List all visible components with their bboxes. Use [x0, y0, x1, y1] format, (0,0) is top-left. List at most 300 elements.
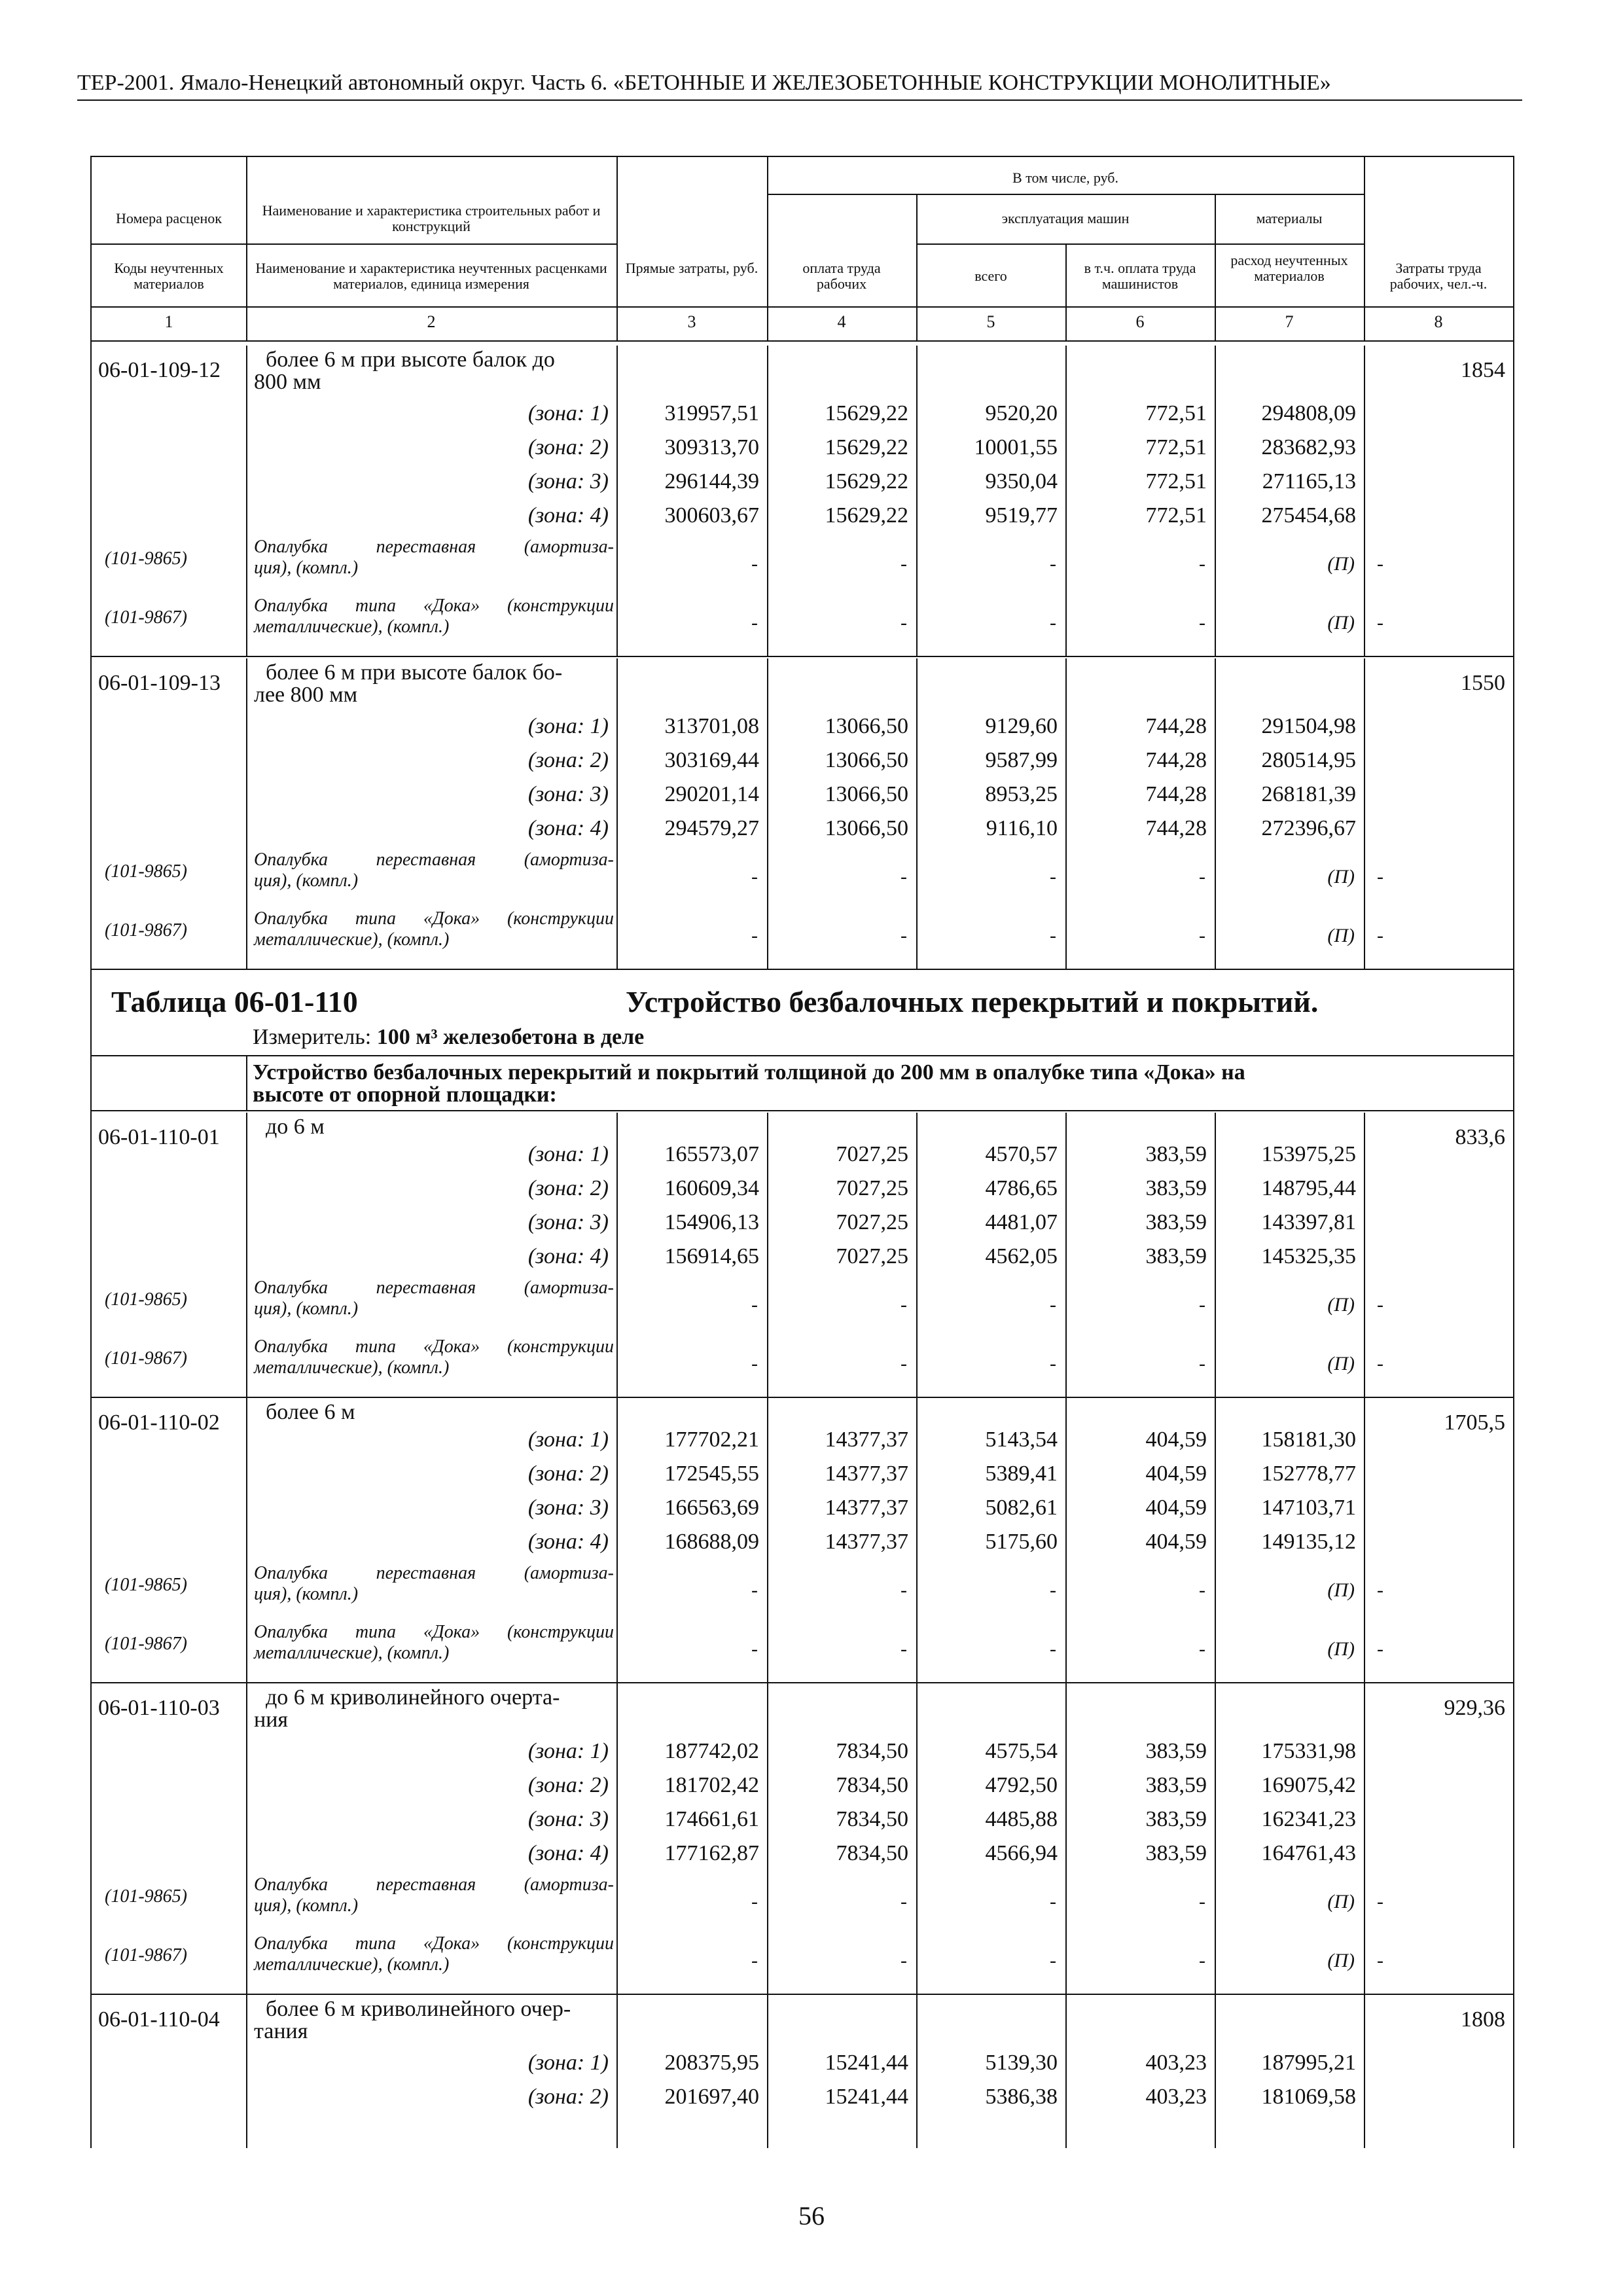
column-header: оплата труда рабочих	[802, 260, 881, 292]
column-machines-header: эксплуатация машин	[1001, 210, 1130, 226]
empty-value: -	[1377, 1579, 1383, 1601]
empty-value: -	[1050, 1579, 1056, 1601]
column-divider	[1215, 1995, 1216, 2148]
column-number: 8	[1434, 312, 1443, 331]
material-name: ция), (компл.)	[254, 870, 359, 891]
price-table	[90, 156, 1514, 2148]
column-divider	[1215, 1683, 1216, 1994]
cost-value: 14377,37	[825, 1427, 908, 1452]
cost-value: 13066,50	[825, 714, 908, 738]
empty-value: -	[751, 612, 758, 634]
labor-cost: 1808	[1461, 2007, 1505, 2032]
empty-value: -	[1199, 612, 1205, 634]
column-divider	[616, 658, 618, 969]
cost-value: 4485,88	[985, 1807, 1058, 1831]
column-divider	[246, 157, 247, 340]
empty-value: -	[1377, 612, 1383, 634]
zone-label: (зона: 3)	[527, 469, 609, 493]
empty-value: -	[1050, 1294, 1056, 1316]
row-divider	[92, 1055, 1513, 1056]
empty-value: -	[901, 1579, 907, 1601]
cost-value: 271165,13	[1262, 469, 1356, 493]
material-name: металлические), (компл.)	[254, 1954, 450, 1975]
column-number: 1	[164, 312, 173, 331]
cost-value: 294579,27	[664, 816, 759, 840]
empty-value: -	[1199, 1891, 1205, 1912]
empty-value: -	[1377, 1638, 1383, 1660]
empty-value: -	[1199, 1638, 1205, 1660]
table-description: Устройство безбалочных перекрытий и покрытий.	[626, 985, 1319, 1018]
empty-value: -	[901, 925, 907, 946]
rate-code: 06-01-109-12	[98, 358, 221, 382]
empty-value: -	[1050, 553, 1056, 575]
cost-value: 4792,50	[985, 1773, 1058, 1797]
zone-label: (зона: 2)	[527, 1176, 609, 1200]
cost-value: 268181,39	[1261, 782, 1356, 806]
cost-value: 383,59	[1145, 1142, 1207, 1166]
row-divider	[92, 1994, 1513, 1995]
cost-value: 7027,25	[836, 1176, 908, 1200]
empty-value: -	[1377, 866, 1383, 888]
material-flag: (П)	[1327, 1638, 1355, 1660]
column-divider	[616, 1683, 618, 1994]
row-divider	[767, 194, 1364, 195]
cost-value: 4562,05	[985, 1244, 1058, 1268]
labor-cost: 1705,5	[1444, 1410, 1505, 1435]
material-code: (101-9865)	[105, 1575, 187, 1595]
row-divider	[92, 243, 616, 245]
row-divider	[92, 340, 1513, 342]
material-name: металлические), (компл.)	[254, 929, 450, 950]
empty-value: -	[1050, 1638, 1056, 1660]
cost-value: 4575,54	[985, 1739, 1058, 1763]
empty-value: -	[901, 1891, 907, 1912]
cost-value: 169075,42	[1261, 1773, 1356, 1797]
cost-value: 177162,87	[664, 1841, 759, 1865]
cost-value: 156914,65	[664, 1244, 759, 1268]
material-flag: (П)	[1327, 612, 1355, 634]
cost-value: 168688,09	[664, 1530, 759, 1554]
column-divider	[616, 1995, 618, 2148]
material-name: Опалубка типа «Дока» (конструкции	[254, 1622, 614, 1642]
column-divider	[616, 1113, 618, 1397]
rate-description: ния	[254, 1708, 289, 1732]
cost-value: 294808,09	[1261, 401, 1356, 425]
row-divider	[92, 969, 1513, 970]
zone-label: (зона: 1)	[527, 401, 609, 425]
column-divider	[246, 1113, 247, 1397]
row-divider	[916, 243, 1364, 245]
empty-value: -	[1050, 612, 1056, 634]
column-divider	[916, 658, 918, 969]
cost-value: 15629,22	[825, 469, 908, 493]
cost-value: 313701,08	[664, 714, 759, 738]
empty-value: -	[751, 1891, 758, 1912]
zone-label: (зона: 4)	[527, 503, 609, 528]
column-header: в т.ч. оплата труда машинистов	[1084, 260, 1196, 292]
cost-value: 5143,54	[985, 1427, 1058, 1452]
rate-description: более 6 м	[266, 1400, 355, 1424]
empty-value: -	[751, 553, 758, 575]
material-code: (101-9867)	[105, 1348, 187, 1369]
cost-value: 383,59	[1145, 1244, 1207, 1268]
material-name: ция), (компл.)	[254, 1584, 359, 1604]
cost-value: 172545,55	[664, 1462, 759, 1486]
empty-value: -	[1377, 1891, 1383, 1912]
material-flag: (П)	[1327, 866, 1355, 888]
column-divider	[616, 1398, 618, 1682]
material-name: Опалубка типа «Дока» (конструкции	[254, 908, 614, 929]
table-title: Таблица 06-01-110	[111, 985, 358, 1018]
material-code: (101-9865)	[105, 1886, 187, 1907]
cost-value: 383,59	[1145, 1841, 1207, 1865]
cost-value: 303169,44	[664, 748, 759, 772]
zone-label: (зона: 2)	[527, 1462, 609, 1486]
material-name: Опалубка типа «Дока» (конструкции	[254, 1336, 614, 1357]
empty-value: -	[1199, 1579, 1205, 1601]
material-code: (101-9867)	[105, 1634, 187, 1654]
cost-value: 319957,51	[664, 401, 759, 425]
column-divider	[246, 1995, 247, 2148]
rate-code: 06-01-110-02	[98, 1410, 220, 1435]
rate-description: 800 мм	[254, 370, 321, 394]
cost-value: 175331,98	[1261, 1739, 1356, 1763]
cost-value: 300603,67	[664, 503, 759, 528]
cost-value: 9519,77	[985, 503, 1058, 528]
column-number: 7	[1285, 312, 1294, 331]
cost-value: 177702,21	[664, 1427, 759, 1452]
material-flag: (П)	[1327, 1891, 1355, 1912]
column-divider	[1364, 1683, 1365, 1994]
zone-label: (зона: 3)	[527, 1210, 609, 1234]
cost-value: 145325,35	[1261, 1244, 1356, 1268]
cost-value: 280514,95	[1261, 748, 1356, 772]
material-flag: (П)	[1327, 1950, 1355, 1971]
cost-value: 147103,71	[1261, 1496, 1356, 1520]
zone-label: (зона: 3)	[527, 1496, 609, 1520]
cost-value: 744,28	[1145, 714, 1207, 738]
zone-label: (зона: 1)	[527, 2051, 609, 2075]
zone-label: (зона: 1)	[527, 714, 609, 738]
column-divider	[1364, 1113, 1365, 1397]
row-divider	[92, 656, 1513, 657]
cost-value: 181702,42	[664, 1773, 759, 1797]
rate-code: 06-01-109-13	[98, 671, 221, 695]
column-divider	[246, 346, 247, 656]
cost-value: 383,59	[1145, 1176, 1207, 1200]
zone-label: (зона: 3)	[527, 1807, 609, 1831]
rate-description: тания	[254, 2019, 308, 2043]
cost-value: 383,59	[1145, 1773, 1207, 1797]
material-code: (101-9865)	[105, 548, 187, 569]
cost-value: 383,59	[1145, 1210, 1207, 1234]
column-divider	[1215, 346, 1216, 656]
empty-value: -	[1050, 1950, 1056, 1971]
zone-label: (зона: 4)	[527, 1530, 609, 1554]
cost-value: 772,51	[1145, 401, 1207, 425]
cost-value: 152778,77	[1261, 1462, 1356, 1486]
cost-value: 162341,23	[1261, 1807, 1356, 1831]
cost-value: 744,28	[1145, 816, 1207, 840]
cost-value: 201697,40	[664, 2085, 759, 2109]
material-flag: (П)	[1327, 1579, 1355, 1601]
cost-value: 5386,38	[985, 2085, 1058, 2109]
column-divider	[1065, 1398, 1067, 1682]
material-code: (101-9867)	[105, 607, 187, 628]
empty-value: -	[1199, 866, 1205, 888]
empty-value: -	[1199, 553, 1205, 575]
cost-value: 13066,50	[825, 816, 908, 840]
column-header: расход неучтенных материалов	[1230, 252, 1348, 284]
empty-value: -	[901, 1294, 907, 1316]
cost-value: 9520,20	[985, 401, 1058, 425]
cost-value: 14377,37	[825, 1496, 908, 1520]
zone-label: (зона: 1)	[527, 1427, 609, 1452]
column-header: Наименование и характеристика строительных работ и конструкций	[262, 202, 601, 234]
column-divider	[246, 1055, 247, 1110]
cost-value: 15629,22	[825, 503, 908, 528]
column-header: всего	[974, 268, 1007, 284]
empty-value: -	[1377, 1950, 1383, 1971]
column-divider	[1065, 1113, 1067, 1397]
column-divider	[916, 1398, 918, 1682]
empty-value: -	[901, 1950, 907, 1971]
page-number: 56	[798, 2201, 825, 2231]
zone-label: (зона: 2)	[527, 1773, 609, 1797]
cost-value: 166563,69	[664, 1496, 759, 1520]
cost-value: 772,51	[1145, 469, 1207, 493]
column-divider	[1065, 1683, 1067, 1994]
column-number: 2	[427, 312, 436, 331]
cost-value: 181069,58	[1261, 2085, 1356, 2109]
empty-value: -	[901, 612, 907, 634]
row-divider	[92, 1682, 1513, 1683]
column-divider	[616, 157, 618, 340]
rate-description: лее 800 мм	[254, 683, 358, 707]
labor-cost: 833,6	[1455, 1125, 1505, 1149]
rate-description: до 6 м криволинейного очерта-	[266, 1685, 560, 1710]
row-divider	[92, 1110, 1513, 1111]
material-name: ция), (компл.)	[254, 1299, 359, 1319]
cost-value: 208375,95	[664, 2051, 759, 2075]
rate-description: до 6 м	[266, 1115, 325, 1139]
empty-value: -	[1377, 925, 1383, 946]
column-header: Номера расценок	[116, 210, 222, 226]
column-header: Прямые затраты, руб.	[625, 260, 758, 276]
empty-value: -	[751, 866, 758, 888]
cost-value: 383,59	[1145, 1739, 1207, 1763]
empty-value: -	[901, 553, 907, 575]
cost-value: 7834,50	[836, 1807, 908, 1831]
empty-value: -	[1199, 1294, 1205, 1316]
cost-value: 15629,22	[825, 435, 908, 459]
zone-label: (зона: 4)	[527, 1841, 609, 1865]
cost-value: 149135,12	[1261, 1530, 1356, 1554]
empty-value: -	[751, 1579, 758, 1601]
cost-value: 5082,61	[985, 1496, 1058, 1520]
cost-value: 164761,43	[1261, 1841, 1356, 1865]
cost-value: 154906,13	[664, 1210, 759, 1234]
cost-value: 4481,07	[985, 1210, 1058, 1234]
empty-value: -	[1199, 1950, 1205, 1971]
column-materials-header: материалы	[1256, 210, 1323, 226]
cost-value: 8953,25	[985, 782, 1058, 806]
section-heading: высоте от опорной площадки:	[253, 1083, 557, 1107]
material-name: Опалубка переставная (амортиза-	[254, 537, 614, 557]
material-code: (101-9867)	[105, 920, 187, 941]
cost-value: 772,51	[1145, 435, 1207, 459]
empty-value: -	[901, 1638, 907, 1660]
empty-value: -	[1199, 925, 1205, 946]
page-header: ТЕР-2001. Ямало-Ненецкий автономный округ. Часть 6. «БЕТОННЫЕ И ЖЕЛЕЗОБЕТОННЫЕ КОНСТРУКЦИИ МОНОЛИТНЫЕ»	[77, 71, 1522, 101]
cost-value: 7834,50	[836, 1739, 908, 1763]
cost-value: 309313,70	[664, 435, 759, 459]
empty-value: -	[1050, 866, 1056, 888]
empty-value: -	[901, 866, 907, 888]
column-divider	[1065, 1995, 1067, 2148]
material-name: металлические), (компл.)	[254, 617, 450, 637]
empty-value: -	[1377, 553, 1383, 575]
meter-unit	[253, 1025, 644, 1050]
material-name: ция), (компл.)	[254, 558, 359, 578]
empty-value: -	[751, 1638, 758, 1660]
material-flag: (П)	[1327, 1353, 1355, 1374]
cost-value: 13066,50	[825, 748, 908, 772]
material-flag: (П)	[1327, 925, 1355, 946]
cost-value: 7027,25	[836, 1244, 908, 1268]
rate-code: 06-01-110-04	[98, 2007, 220, 2032]
column-divider	[246, 1683, 247, 1994]
row-divider	[92, 1397, 1513, 1398]
cost-value: 404,59	[1145, 1530, 1207, 1554]
column-divider	[1364, 658, 1365, 969]
material-name: Опалубка переставная (амортиза-	[254, 1874, 614, 1895]
empty-value: -	[1199, 1353, 1205, 1374]
meter-label: Измеритель:	[253, 1025, 377, 1049]
column-number: 5	[986, 312, 995, 331]
empty-value: -	[1050, 1891, 1056, 1912]
column-divider	[246, 658, 247, 969]
cost-value: 160609,34	[664, 1176, 759, 1200]
cost-value: 7834,50	[836, 1773, 908, 1797]
cost-value: 153975,25	[1261, 1142, 1356, 1166]
cost-value: 187742,02	[664, 1739, 759, 1763]
column-header: Наименование и характеристика неучтенных расценками материалов, единица измерения	[255, 260, 607, 292]
column-divider	[916, 1113, 918, 1397]
column-divider	[767, 1995, 768, 2148]
material-name: металлические), (компл.)	[254, 1643, 450, 1663]
rate-code: 06-01-110-03	[98, 1696, 220, 1720]
cost-value: 290201,14	[664, 782, 759, 806]
meter-value: 100 м³ железобетона в деле	[376, 1025, 645, 1049]
empty-value: -	[1377, 1294, 1383, 1316]
column-divider	[616, 346, 618, 656]
zone-label: (зона: 4)	[527, 816, 609, 840]
material-name: Опалубка переставная (амортиза-	[254, 1563, 614, 1583]
material-name: Опалубка типа «Дока» (конструкции	[254, 596, 614, 616]
column-number: 6	[1135, 312, 1145, 331]
cost-value: 5389,41	[985, 1462, 1058, 1486]
cost-value: 15629,22	[825, 401, 908, 425]
column-divider	[767, 346, 768, 656]
cost-value: 15241,44	[825, 2085, 908, 2109]
column-number: 4	[837, 312, 846, 331]
material-flag: (П)	[1327, 553, 1355, 575]
cost-value: 148795,44	[1261, 1176, 1356, 1200]
empty-value: -	[1050, 1353, 1056, 1374]
cost-value: 10001,55	[974, 435, 1058, 459]
empty-value: -	[1050, 925, 1056, 946]
material-name: ция), (компл.)	[254, 1895, 359, 1916]
cost-value: 404,59	[1145, 1496, 1207, 1520]
column-divider	[1215, 658, 1216, 969]
cost-value: 4570,57	[985, 1142, 1058, 1166]
cost-value: 291504,98	[1261, 714, 1356, 738]
material-code: (101-9865)	[105, 861, 187, 882]
zone-label: (зона: 1)	[527, 1739, 609, 1763]
column-divider	[916, 1995, 918, 2148]
cost-value: 744,28	[1145, 748, 1207, 772]
cost-value: 4786,65	[985, 1176, 1058, 1200]
labor-cost: 1854	[1461, 358, 1505, 382]
cost-value: 296144,39	[664, 469, 759, 493]
zone-label: (зона: 2)	[527, 435, 609, 459]
labor-cost: 929,36	[1444, 1696, 1505, 1720]
empty-value: -	[1377, 1353, 1383, 1374]
cost-value: 158181,30	[1261, 1427, 1356, 1452]
cost-value: 744,28	[1145, 782, 1207, 806]
rate-description: более 6 м криволинейного очер-	[266, 1997, 571, 2021]
rate-description: более 6 м при высоте балок бо-	[266, 660, 563, 685]
column-divider	[246, 1398, 247, 1682]
material-name: Опалубка переставная (амортиза-	[254, 850, 614, 870]
cost-value: 9116,10	[986, 816, 1058, 840]
cost-value: 283682,93	[1261, 435, 1356, 459]
cost-value: 404,59	[1145, 1462, 1207, 1486]
zone-label: (зона: 1)	[527, 1142, 609, 1166]
empty-value: -	[751, 1294, 758, 1316]
column-divider	[916, 1683, 918, 1994]
column-divider	[1065, 658, 1067, 969]
cost-value: 383,59	[1145, 1807, 1207, 1831]
cost-value: 403,23	[1145, 2051, 1207, 2075]
cost-value: 15241,44	[825, 2051, 908, 2075]
cost-value: 174661,61	[664, 1807, 759, 1831]
column-divider	[767, 658, 768, 969]
column-divider	[767, 1398, 768, 1682]
column-divider	[1215, 1113, 1216, 1397]
column-divider	[1364, 157, 1365, 340]
column-header: Затраты труда рабочих, чел.-ч.	[1389, 260, 1488, 292]
rate-description: более 6 м при высоте балок до	[266, 348, 555, 372]
labor-cost: 1550	[1461, 671, 1505, 695]
empty-value: -	[901, 1353, 907, 1374]
cost-value: 275454,68	[1261, 503, 1356, 528]
material-code: (101-9865)	[105, 1289, 187, 1310]
column-divider	[1364, 1398, 1365, 1682]
material-flag: (П)	[1327, 1294, 1355, 1316]
cost-value: 404,59	[1145, 1427, 1207, 1452]
empty-value: -	[751, 925, 758, 946]
cost-value: 7834,50	[836, 1841, 908, 1865]
rate-code: 06-01-110-01	[98, 1125, 220, 1149]
zone-label: (зона: 2)	[527, 2085, 609, 2109]
cost-value: 403,23	[1145, 2085, 1207, 2109]
cost-value: 14377,37	[825, 1530, 908, 1554]
material-name: Опалубка переставная (амортиза-	[254, 1278, 614, 1298]
empty-value: -	[751, 1950, 758, 1971]
cost-value: 5139,30	[985, 2051, 1058, 2075]
